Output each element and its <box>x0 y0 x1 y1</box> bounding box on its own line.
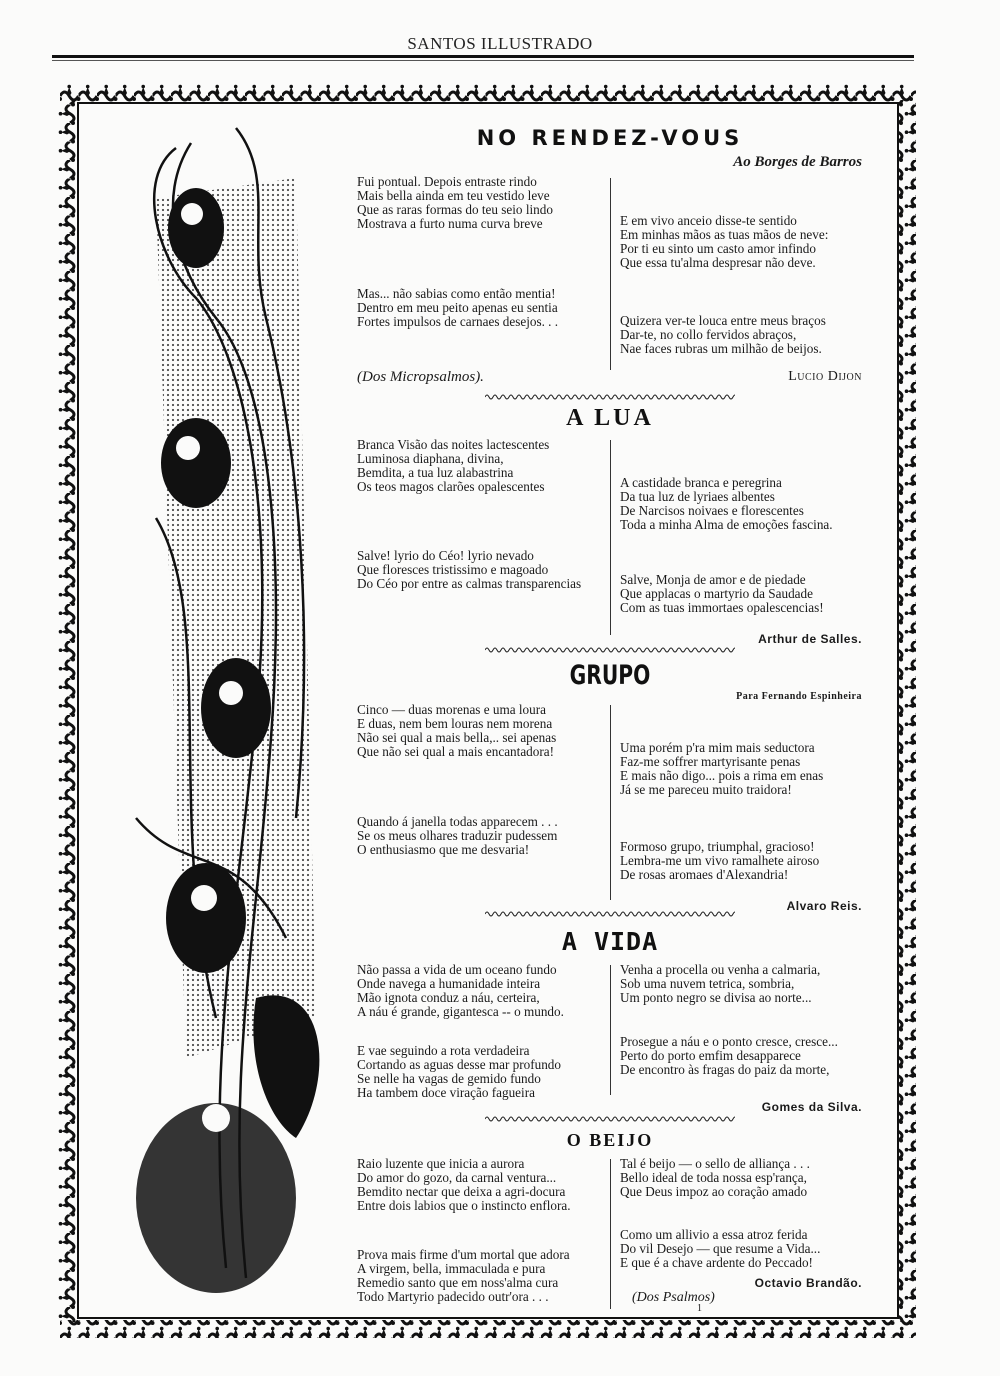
verse-line: A castidade branca e peregrina <box>620 475 782 490</box>
verse-line: Em minhas mãos as tuas mãos de neve: <box>620 226 829 242</box>
stanza <box>357 1248 570 1304</box>
verse-line: Se nelle ha vagas de gemido fundo <box>357 1070 541 1086</box>
poem-author: Gomes da Silva. <box>761 1100 862 1114</box>
verse-line: Salve, Monja de amor e de piedade <box>620 572 806 587</box>
verse-line: Tal é beijo — o sello de alliança . . . <box>620 1156 810 1171</box>
verse-line: Por ti eu sinto um casto amor infindo <box>620 240 816 256</box>
verse-line: Raio luzente que inicia a aurora <box>357 1156 525 1171</box>
verse-line: Sob uma nuvem tetrica, sombria, <box>620 975 795 991</box>
poem-title: GRUPO <box>569 660 651 691</box>
poem-author: Lucio Dijon <box>788 369 862 384</box>
verse-line: Mão ignota conduz a náu, certeira, <box>357 989 540 1005</box>
verse-line: Se os meus olhares traduzir pudessem <box>357 827 558 843</box>
verse-line: Um ponto negro se divisa ao norte... <box>620 989 812 1005</box>
verse-line: Uma porém p'ra mim mais seductora <box>620 740 815 755</box>
verse-line: Mostrava a furto numa curva breve <box>357 215 543 231</box>
verse-line: Perto do porto emfim desapparece <box>620 1047 801 1063</box>
verse-line: E que é a chave ardente do Peccado! <box>620 1254 813 1270</box>
stanza <box>620 314 826 356</box>
verse-line: Luminosa diaphana, divina, <box>357 450 504 466</box>
wavy-separator <box>485 910 735 918</box>
stanza <box>620 1035 838 1077</box>
verse-line: Não passa a vida de um oceano fundo <box>357 962 557 977</box>
verse-line: E duas, nem bem louras nem morena <box>357 715 553 731</box>
stanza <box>620 741 823 797</box>
column-divider <box>610 965 611 1095</box>
verse-line: Prova mais firme d'um mortal que adora <box>357 1247 570 1262</box>
verse-line: Remedio santo que em noss'alma cura <box>357 1274 559 1290</box>
running-head: SANTOS ILLUSTRADO <box>407 34 593 53</box>
wavy-separator <box>485 393 735 401</box>
verse-line: Dentro em meu peito apenas eu sentia <box>357 299 558 315</box>
wavy-separator <box>485 1115 735 1123</box>
stanza <box>620 476 833 532</box>
verse-line: Onde navega a humanidade inteira <box>357 975 541 991</box>
verse-line: Do amor do gozo, da carnal ventura... <box>357 1169 557 1185</box>
stanza <box>357 175 553 231</box>
stanza <box>620 963 820 1005</box>
verse-line: Bemdito nectar que deixa a agri-docura <box>357 1183 566 1199</box>
verse-line: Fortes impulsos de carnaes desejos. . . <box>357 313 559 329</box>
verse-line: Que essa tu'alma despresar não deve. <box>620 254 816 270</box>
column-divider <box>610 705 611 900</box>
verse-line: De encontro às fragas do paiz da morte, <box>620 1061 830 1077</box>
verse-line: Formoso grupo, triumphal, gracioso! <box>620 839 815 854</box>
verse-line: Dar-te, no collo fervidos abraços, <box>620 326 797 342</box>
verse-line: Que applacas o martyrio da Saudade <box>620 585 813 601</box>
verse-line: O enthusiasmo que me desvaria! <box>357 841 530 857</box>
poem-title: A VIDA <box>561 927 659 956</box>
verse-line: Toda a minha Alma de emoções fascina. <box>620 516 833 532</box>
stanza <box>357 815 558 857</box>
stanza <box>357 549 581 591</box>
verse-line: Bello ideal de toda nossa esp'rança, <box>620 1169 807 1185</box>
stanza <box>357 1044 561 1100</box>
verse-line: Salve! lyrio do Céo! lyrio nevado <box>357 548 534 563</box>
verse-line: E em vivo anceio disse-te sentido <box>620 213 797 228</box>
verse-line: Que as raras formas do teu seio lindo <box>357 201 553 217</box>
stanza <box>357 703 556 759</box>
stanza <box>357 287 558 329</box>
wavy-separator <box>485 646 735 654</box>
verse-line: Venha a procella ou venha a calmaria, <box>620 962 821 977</box>
poem-title: A LUA <box>566 405 654 431</box>
verse-line: Que não sei qual a mais encantadora! <box>357 743 554 759</box>
verse-line: A virgem, bella, immaculada e pura <box>357 1260 546 1276</box>
verse-line: De Narcisos noivaes e florescentes <box>620 502 804 518</box>
verse-line: Do Céo por entre as calmas transparencias <box>357 575 582 591</box>
verse-line: Faz-me soffrer martyrisante penas <box>620 753 801 769</box>
verse-line: Bemdita, a tua luz alabastrina <box>357 464 514 480</box>
stanza <box>357 963 564 1019</box>
verse-line: E mais não digo... pois a rima em enas <box>620 767 824 783</box>
stanza <box>620 573 824 615</box>
column-divider <box>610 1159 611 1309</box>
verse-line: Não sei qual a mais bella,.. sei apenas <box>357 729 557 745</box>
poem-author: Octavio Brandão. <box>754 1276 862 1290</box>
verse-line: Nae faces rubras um milhão de beijos. <box>620 340 822 356</box>
stanza <box>357 438 549 494</box>
stanza <box>620 214 828 270</box>
column-divider <box>610 440 611 635</box>
stanza <box>620 840 819 882</box>
verse-line: E vae seguindo a rota verdadeira <box>357 1043 530 1058</box>
verse-line: Todo Martyrio padecido outr'ora . . . <box>357 1288 549 1304</box>
verse-line: Lembra-me um vivo ramalhete airoso <box>620 852 820 868</box>
verse-line: Da tua luz de lyriaes albentes <box>620 488 775 504</box>
verse-line: Entre dois labios que o instincto enflora. <box>357 1197 571 1213</box>
verse-line: A náu é grande, gigantesca -- o mundo. <box>357 1003 564 1019</box>
verse-line: Fui pontual. Depois entraste rindo <box>357 174 537 189</box>
verse-line: Com as tuas immortaes opalescencias! <box>620 599 824 615</box>
verse-line: Cortando as aguas desse mar profundo <box>357 1056 561 1072</box>
verse-line: Ha tambem doce viração fagueira <box>357 1084 535 1100</box>
verse-line: Que floresces tristissimo e magoado <box>357 561 549 577</box>
page-number: 1 <box>697 1303 702 1314</box>
art-nouveau-illustration <box>96 118 346 1318</box>
verse-line: Mais bella ainda em teu vestido leve <box>357 187 550 203</box>
stanza <box>620 1228 820 1270</box>
poem-dedication: Para Fernando Espinheira <box>736 691 862 702</box>
poem-author: Alvaro Reis. <box>786 899 862 913</box>
poem-author: Arthur de Salles. <box>758 632 862 646</box>
stanza <box>357 1157 571 1213</box>
stanza <box>620 1157 810 1199</box>
verse-line: De rosas aromaes d'Alexandria! <box>620 866 789 882</box>
poem-title: O BEIJO <box>566 1130 654 1150</box>
verse-line: Do vil Desejo — que resume a Vida... <box>620 1240 821 1256</box>
poem-title: NO RENDEZ-VOUS <box>476 126 744 150</box>
poem-source: (Dos Micropsalmos). <box>357 369 484 385</box>
poem-source: (Dos Psalmos) <box>632 1290 715 1305</box>
poem-dedication: Ao Borges de Barros <box>733 154 862 170</box>
column-divider <box>610 178 611 370</box>
verse-line: Como um allivio a essa atroz ferida <box>620 1227 808 1242</box>
verse-line: Cinco — duas morenas e uma loura <box>357 702 546 717</box>
verse-line: Já se me pareceu muito traidora! <box>620 781 792 797</box>
verse-line: Mas... não sabias como então mentia! <box>357 286 556 301</box>
verse-line: Que Deus impoz ao coração amado <box>620 1183 808 1199</box>
verse-line: Os teos magos clarões opalescentes <box>357 478 545 494</box>
verse-line: Quizera ver-te louca entre meus braços <box>620 313 826 328</box>
verse-line: Branca Visão das noites lactescentes <box>357 437 550 452</box>
verse-line: Prosegue a náu e o ponto cresce, cresce... <box>620 1034 838 1049</box>
verse-line: Quando á janella todas apparecem . . . <box>357 814 558 829</box>
